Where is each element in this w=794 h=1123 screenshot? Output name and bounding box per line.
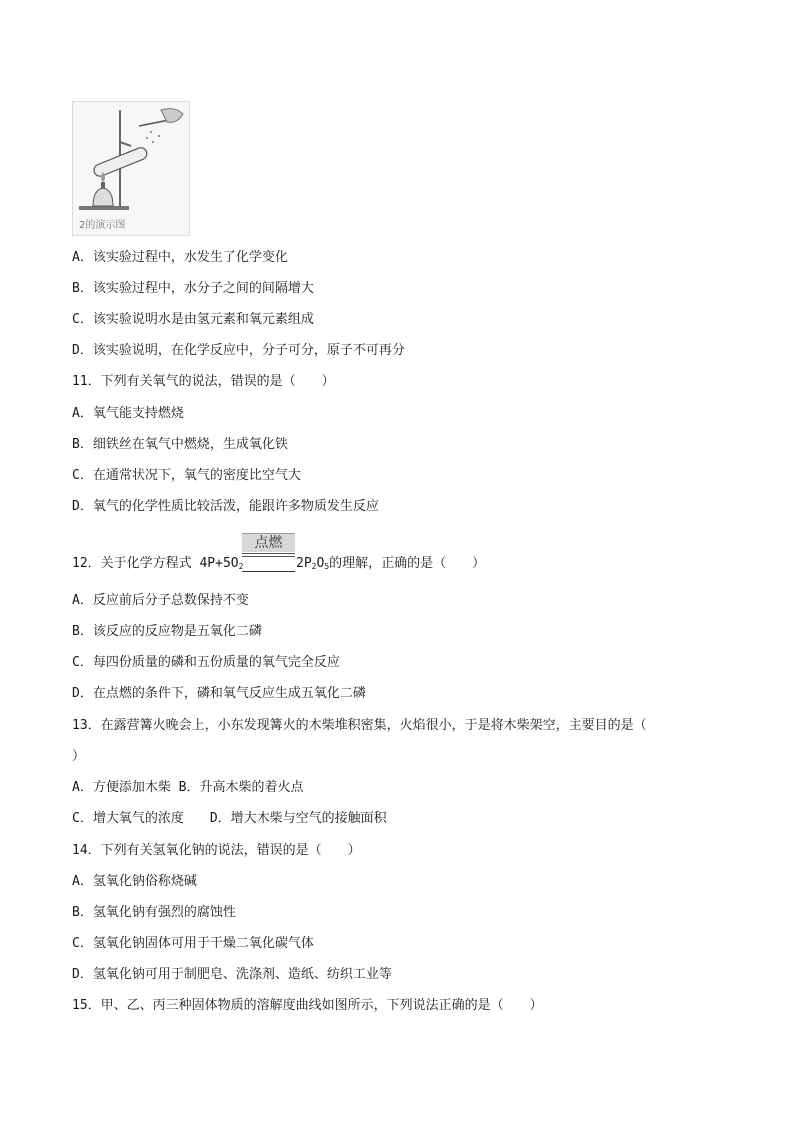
- q12-stem: [72, 533, 632, 577]
- figure-caption: 2的演示图: [79, 220, 126, 231]
- q15-stem: 15．甲、乙、丙三种固体物质的溶解度曲线如图所示，下列说法正确的是（ ）: [72, 998, 543, 1013]
- q12-option-b: B．该反应的反应物是五氧化二磷: [72, 624, 262, 639]
- q11-option-a: A．氧气能支持燃烧: [72, 406, 184, 421]
- q10-option-b: B．该实验过程中，水分子之间的间隔增大: [72, 281, 314, 296]
- q12-stem-suffix: $2P_2O_5$的理解，正确的是（ ）: [296, 556, 486, 571]
- q11-option-d: D．氧气的化学性质比较活泼，能跟许多物质发生反应: [72, 499, 379, 514]
- experiment-figure: [72, 101, 190, 236]
- reaction-condition: 点燃: [242, 533, 295, 552]
- q13-options-cd: C．增大氧气的浓度 D．增大木柴与空气的接触面积: [72, 811, 387, 826]
- equation-underline: [242, 571, 295, 572]
- q14-option-d: D．氢氧化钠可用于制肥皂、洗涤剂、造纸、纺织工业等: [72, 967, 392, 982]
- q10-option-a: A．该实验过程中，水发生了化学变化: [72, 250, 288, 265]
- q13-stem-end: ）: [72, 749, 86, 764]
- q11-option-b: B．细铁丝在氧气中燃烧，生成氧化铁: [72, 437, 288, 452]
- reaction-condition-arrow: [242, 533, 295, 571]
- q13-options-ab: A．方便添加木柴 B．升高木柴的着火点: [72, 780, 304, 795]
- q14-option-c: C．氢氧化钠固体可用于干燥二氧化碳气体: [72, 936, 314, 951]
- heating-apparatus-illustration: [73, 102, 189, 235]
- q14-stem: 14．下列有关氢氧化钠的说法，错误的是（ ）: [72, 843, 361, 858]
- q14-option-a: A．氢氧化钠俗称烧碱: [72, 874, 197, 889]
- q14-option-b: B．氢氧化钠有强烈的腐蚀性: [72, 905, 236, 920]
- q10-option-d: D．该实验说明，在化学反应中，分子可分，原子不可再分: [72, 343, 405, 358]
- q10-option-c: C．该实验说明水是由氢元素和氧元素组成: [72, 312, 314, 327]
- q11-stem: 11．下列有关氧气的说法，错误的是（ ）: [72, 374, 335, 389]
- q12-option-d: D．在点燃的条件下，磷和氧气反应生成五氧化二磷: [72, 686, 366, 701]
- q12-option-c: C．每四份质量的磷和五份质量的氧气完全反应: [72, 655, 340, 670]
- q12-stem-prefix: 12．关于化学方程式 $4P+5O_2$: [72, 556, 244, 571]
- q13-stem: 13．在露营篝火晚会上，小东发现篝火的木柴堆积密集，火焰很小，于是将木柴架空，主要目的是（: [72, 718, 647, 733]
- q11-option-c: C．在通常状况下，氧气的密度比空气大: [72, 468, 301, 483]
- q12-option-a: A．反应前后分子总数保持不变: [72, 593, 249, 608]
- equals-sign: [242, 553, 295, 557]
